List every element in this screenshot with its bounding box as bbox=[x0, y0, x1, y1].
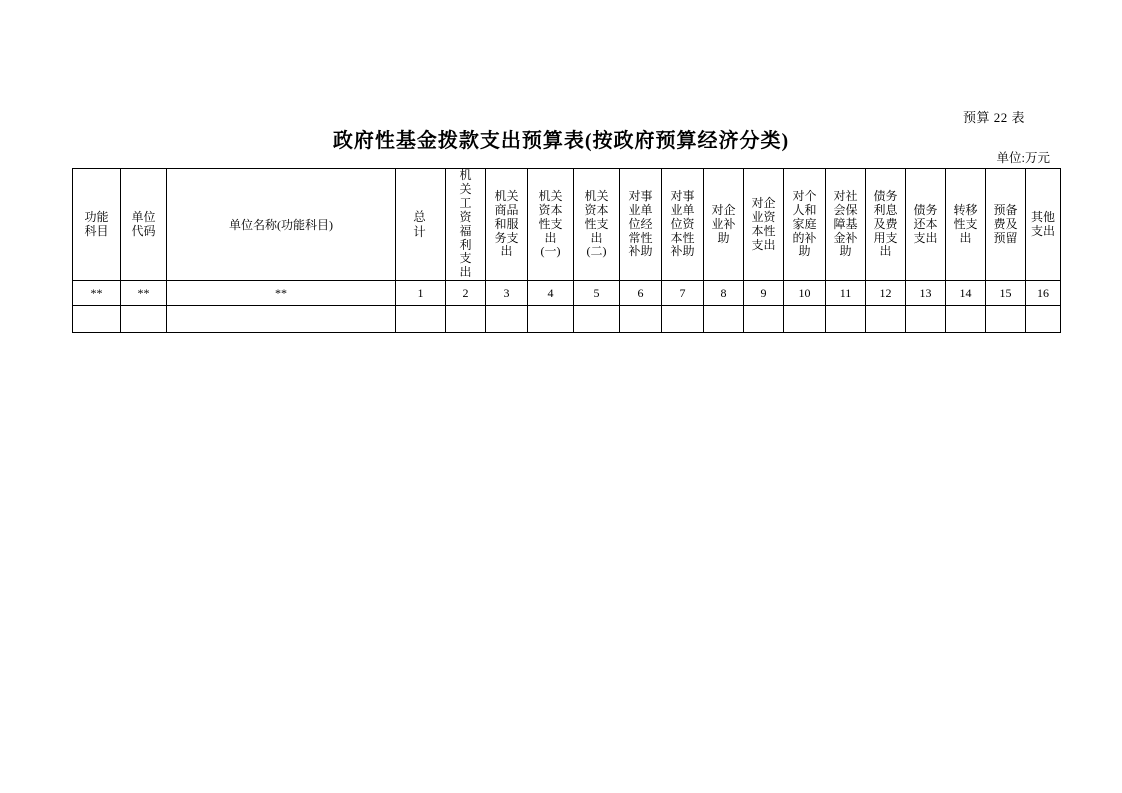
header-label: 单位名称(功能科目) bbox=[229, 217, 333, 232]
table-header-cell-unit-code bbox=[121, 169, 167, 281]
header-label: 其他支出 bbox=[1030, 209, 1055, 238]
table-cell bbox=[396, 306, 446, 333]
table-cell: 7 bbox=[662, 281, 704, 306]
table-cell bbox=[662, 306, 704, 333]
table-header-cell-social-security-fund-subsidy bbox=[826, 169, 866, 281]
table-cell bbox=[620, 306, 662, 333]
table-cell bbox=[574, 306, 620, 333]
table-header-cell-institution-capital-subsidy bbox=[662, 169, 704, 281]
table-cell bbox=[486, 306, 528, 333]
header-label: 机关资本性支出(二) bbox=[584, 188, 609, 259]
table-header-cell-debt-interest-fees bbox=[866, 169, 906, 281]
table-header-cell-enterprise-subsidy bbox=[704, 169, 744, 281]
header-label: 功能科目 bbox=[84, 209, 109, 238]
header-label: 机关商品和服务支出 bbox=[494, 188, 519, 259]
table-cell: ** bbox=[121, 281, 167, 306]
table-cell: 3 bbox=[486, 281, 528, 306]
header-label: 转移性支出 bbox=[953, 202, 978, 245]
page-title: 政府性基金拨款支出预算表(按政府预算经济分类) bbox=[332, 130, 790, 152]
table-header-cell-agency-goods-services bbox=[486, 169, 528, 281]
budget-table bbox=[72, 168, 1061, 333]
table-header-cell-debt-principal bbox=[906, 169, 946, 281]
table-cell bbox=[1026, 306, 1061, 333]
header-label: 对事业单位资本性补助 bbox=[670, 188, 695, 259]
header-label: 对企业补助 bbox=[711, 202, 736, 245]
table-cell bbox=[121, 306, 167, 333]
table-cell: 14 bbox=[946, 281, 986, 306]
table-cell bbox=[866, 306, 906, 333]
table-cell: 5 bbox=[574, 281, 620, 306]
table-cell: 1 bbox=[396, 281, 446, 306]
table-cell: 10 bbox=[784, 281, 826, 306]
table-cell bbox=[946, 306, 986, 333]
table-row bbox=[73, 306, 1061, 333]
table-cell: 4 bbox=[528, 281, 574, 306]
header-label: 单位代码 bbox=[131, 209, 156, 238]
table-cell bbox=[986, 306, 1026, 333]
header-label: 对事业单位经常性补助 bbox=[628, 188, 653, 259]
table-header-row bbox=[73, 169, 1061, 281]
table-cell bbox=[528, 306, 574, 333]
header-label: 预备费及预留 bbox=[993, 202, 1018, 245]
table-cell: 9 bbox=[744, 281, 784, 306]
table-cell bbox=[744, 306, 784, 333]
table-cell: 12 bbox=[866, 281, 906, 306]
table-header-cell-other-expenditure bbox=[1026, 169, 1061, 281]
table-header-cell-agency-salary-benefits bbox=[446, 169, 486, 281]
header-label: 对社会保障基金补助 bbox=[833, 188, 858, 259]
table-header-cell-institution-recurrent-subsidy bbox=[620, 169, 662, 281]
table-cell: 6 bbox=[620, 281, 662, 306]
header-label: 总 计 bbox=[413, 209, 432, 239]
header-label: 债务利息及费用支出 bbox=[873, 188, 898, 259]
form-number: 预算 22 表 bbox=[962, 110, 1025, 125]
table-header-cell-unit-name bbox=[167, 169, 396, 281]
table-cell: 16 bbox=[1026, 281, 1061, 306]
unit-note: 单位:万元 bbox=[996, 151, 1050, 165]
table-cell bbox=[784, 306, 826, 333]
header-label: 对个人和家庭的补助 bbox=[792, 188, 817, 259]
table-header-cell-total bbox=[396, 169, 446, 281]
table-cell: ** bbox=[73, 281, 121, 306]
table-cell bbox=[826, 306, 866, 333]
header-label: 机关资本性支出(一) bbox=[538, 188, 563, 259]
table-header-cell-agency-capital-1 bbox=[528, 169, 574, 281]
table-cell bbox=[446, 306, 486, 333]
table-header-cell-function-subject bbox=[73, 169, 121, 281]
table-cell: 2 bbox=[446, 281, 486, 306]
header-label: 债务还本支出 bbox=[913, 202, 938, 245]
table-cell bbox=[73, 306, 121, 333]
table-cell: 11 bbox=[826, 281, 866, 306]
table-cell: 15 bbox=[986, 281, 1026, 306]
table-cell bbox=[906, 306, 946, 333]
table-header-cell-reserve-funds bbox=[986, 169, 1026, 281]
table-cell bbox=[167, 306, 396, 333]
header-label: 机关工资福利支出 bbox=[459, 168, 472, 280]
table-cell bbox=[704, 306, 744, 333]
table-header-cell-agency-capital-2 bbox=[574, 169, 620, 281]
table-cell: 13 bbox=[906, 281, 946, 306]
table-header-cell-enterprise-capital bbox=[744, 169, 784, 281]
table-header-cell-individual-family-subsidy bbox=[784, 169, 826, 281]
table-header-cell-transfer-expenditure bbox=[946, 169, 986, 281]
header-label: 对企业资本性支出 bbox=[751, 195, 776, 252]
table-row bbox=[73, 281, 1061, 306]
table-cell: 8 bbox=[704, 281, 744, 306]
table-cell: ** bbox=[167, 281, 396, 306]
